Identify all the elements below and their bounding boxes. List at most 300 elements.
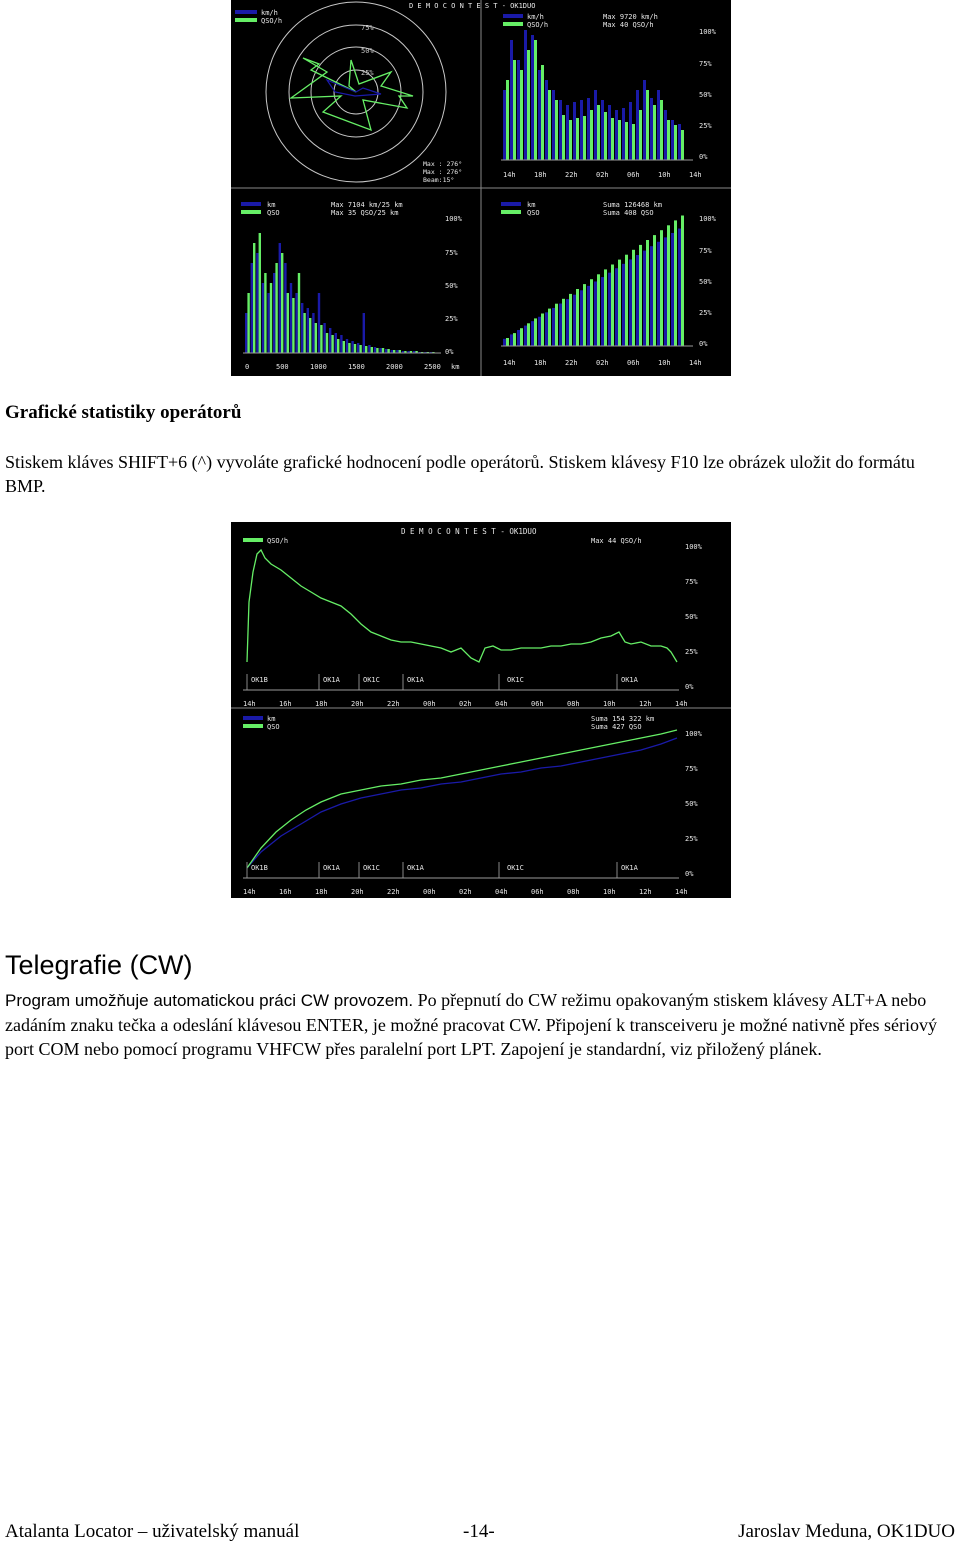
x-tick: 00h (423, 888, 436, 896)
x-tick: 20h (351, 888, 364, 896)
x-tick: km (451, 363, 460, 371)
section-title: Grafické statistiky operátorů (5, 402, 242, 423)
x-tick: 22h (387, 700, 400, 708)
bar-qso (527, 323, 530, 346)
figure-1-svg (231, 0, 731, 376)
bar-qso (604, 112, 607, 160)
y-tick: 100% (685, 730, 702, 738)
bar-qso (639, 110, 642, 160)
polar-readout-3: Beam:15° (423, 176, 455, 184)
bar-qso (646, 240, 649, 346)
bar-km (267, 293, 269, 353)
hourly-max-2: Max 40 QSO/h (603, 21, 654, 29)
bar-km (245, 313, 247, 353)
x-tick: 14h (243, 700, 256, 708)
bar-qso (506, 80, 509, 160)
x-tick: 10h (658, 171, 671, 179)
polar-legend-1: km/h (261, 9, 278, 17)
operator-label: OK1A (323, 864, 340, 872)
bar-qso (583, 116, 586, 160)
distance-max-1: Max 7104 km/25 km (331, 201, 403, 209)
x-tick: 02h (596, 359, 609, 367)
y-tick: 50% (445, 282, 458, 290)
distance-y-ticks (445, 215, 463, 356)
bar-qso (548, 309, 551, 346)
x-tick: 22h (565, 359, 578, 367)
y-tick: 50% (699, 91, 712, 99)
bar-km (664, 110, 667, 160)
bar-qso (597, 274, 600, 346)
bar-km (503, 339, 506, 346)
bar-qso (527, 50, 530, 160)
x-tick: 18h (534, 359, 547, 367)
bar-qso (275, 263, 277, 353)
bar-km (538, 70, 541, 160)
bar-km (636, 255, 639, 346)
x-tick: 22h (565, 171, 578, 179)
hourly-bars (503, 30, 684, 160)
y-tick: 50% (685, 613, 698, 621)
y-tick: 75% (685, 765, 698, 773)
bar-qso (365, 346, 367, 353)
bar-qso (541, 314, 544, 347)
y-tick: 0% (685, 683, 694, 691)
bar-qso (618, 260, 621, 346)
bar-qso (569, 120, 572, 160)
bar-km (351, 341, 353, 353)
footer-left: Atalanta Locator – uživatelský manuál (5, 1521, 300, 1542)
bar-qso (303, 313, 305, 353)
bar-qso (681, 216, 684, 347)
bar-km (510, 40, 513, 160)
bar-km (538, 317, 541, 346)
rate-line (247, 550, 677, 662)
bar-qso (520, 70, 523, 160)
bar-qso (292, 298, 294, 353)
cumulative-legend-2: QSO (527, 209, 540, 217)
bar-km (587, 98, 590, 160)
cumulative-y-ticks (699, 215, 717, 348)
operator-label: OK1B (251, 676, 268, 684)
bar-km (608, 273, 611, 346)
x-tick: 1500 (348, 363, 365, 371)
footer-right: Jaroslav Meduna, OK1DUO (738, 1521, 955, 1542)
bar-qso (611, 118, 614, 160)
bar-qso (541, 65, 544, 160)
cumulative-max-1: Suma 126468 km (603, 201, 663, 209)
bar-km (573, 295, 576, 346)
bar-qso (331, 335, 333, 353)
x-tick: 16h (279, 700, 292, 708)
y-tick: 25% (445, 315, 458, 323)
bar-km (552, 308, 555, 346)
bar-km (678, 229, 681, 346)
bar-qso (382, 348, 384, 353)
legend-swatch-qso (235, 18, 257, 22)
operator-label: OK1C (363, 676, 380, 684)
bar-qso (298, 273, 300, 353)
bar-km (329, 328, 331, 353)
totals-y-ticks (685, 730, 703, 878)
bar-km (566, 105, 569, 160)
bar-km (385, 349, 387, 353)
x-tick: 04h (495, 700, 508, 708)
rate-x-ticks (243, 700, 688, 708)
rate-operator-labels (251, 676, 639, 684)
bar-qso (660, 100, 663, 160)
bar-km (601, 100, 604, 160)
x-tick: 14h (503, 359, 516, 367)
bar-qso (604, 269, 607, 346)
y-tick: 0% (699, 340, 708, 348)
operator-label: OK1C (507, 864, 524, 872)
bar-km (307, 308, 309, 353)
bar-qso (259, 233, 261, 353)
legend-swatch-qso3 (501, 210, 521, 214)
bar-qso (247, 293, 249, 353)
totals-max-2: Suma 427 QSO (591, 723, 642, 731)
legend-swatch-km (235, 10, 257, 14)
bar-qso (667, 120, 670, 160)
bar-qso (359, 345, 361, 353)
x-tick: 00h (423, 700, 436, 708)
bar-qso (253, 243, 255, 353)
x-tick: 2000 (386, 363, 403, 371)
bar-qso (387, 349, 389, 353)
distance-legend-2: QSO (267, 209, 280, 217)
bar-km (657, 90, 660, 160)
bar-qso (343, 341, 345, 353)
bar-qso (309, 318, 311, 353)
bar-qso (569, 294, 572, 346)
bar-km (357, 343, 359, 353)
rate-max: Max 44 QSO/h (591, 537, 642, 545)
bar-km (664, 237, 667, 346)
y-tick: 25% (685, 648, 698, 656)
x-tick: 18h (315, 700, 328, 708)
totals-km-line (247, 738, 677, 868)
operator-label: OK1A (621, 864, 638, 872)
x-tick: 14h (689, 359, 702, 367)
bar-km (629, 102, 632, 160)
bar-qso (667, 225, 670, 346)
distance-x-ticks (245, 363, 459, 371)
bar-km (566, 299, 569, 346)
bar-km (524, 30, 527, 160)
cw-paragraph (5, 988, 957, 1061)
rate-y-ticks (685, 543, 703, 691)
operator-label: OK1A (621, 676, 638, 684)
totals-legend-1: km (267, 715, 276, 723)
bar-qso (646, 90, 649, 160)
bar-qso (681, 130, 684, 160)
polar-readout-1: Max : 276° (423, 160, 463, 168)
operator-label: OK1A (407, 676, 424, 684)
y-tick: 100% (685, 543, 702, 551)
y-tick: 100% (699, 215, 716, 223)
x-tick: 14h (243, 888, 256, 896)
x-tick: 12h (639, 700, 652, 708)
legend-swatch-km2 (241, 202, 261, 206)
bar-km (545, 80, 548, 160)
bar-km (510, 334, 513, 346)
x-tick: 0 (245, 363, 250, 371)
x-tick: 10h (603, 700, 616, 708)
bar-km (580, 100, 583, 160)
bar-km (256, 253, 258, 353)
bar-km (643, 251, 646, 346)
bar-km (608, 105, 611, 160)
bar-km (622, 264, 625, 346)
cumulative-legend-1: km (527, 201, 536, 209)
bar-km (340, 335, 342, 353)
bar-qso (674, 220, 677, 346)
x-tick: 06h (531, 700, 544, 708)
bar-qso (376, 348, 378, 353)
bar-km (517, 60, 520, 160)
bar-km (335, 333, 337, 353)
cw-body: Po přepnutí do CW režimu opakovaným stiskem klávesy ALT+A nebo zadáním znaku tečka a odeslání klávesou ENTER, je možné pracovat CW. Připojení k transceiveru je možné nativně přes sériový port COM nebo pomocí programu VHFCW přes paralelní port LPT. Zapojení je standardní, viz přiložený plánek. (5, 990, 938, 1059)
bar-km (295, 293, 297, 353)
bar-qso (674, 125, 677, 160)
bar-qso (270, 283, 272, 353)
bar-km (643, 80, 646, 160)
bar-km (594, 281, 597, 346)
y-tick: 50% (685, 800, 698, 808)
y-tick: 25% (699, 309, 712, 317)
x-tick: 04h (495, 888, 508, 896)
bar-qso (583, 284, 586, 346)
ring-label-50: 50% (361, 47, 374, 55)
bar-km (517, 330, 520, 346)
bar-qso (354, 344, 356, 353)
totals-legend-2: QSO (267, 723, 280, 731)
operator-stats-figure-2 (231, 522, 731, 898)
x-tick: 14h (675, 888, 688, 896)
footer-page-number: -14- (463, 1521, 495, 1542)
bar-qso (632, 124, 635, 160)
y-tick: 0% (685, 870, 694, 878)
bar-qso (625, 122, 628, 160)
bar-qso (264, 273, 266, 353)
operator-label: OK1C (363, 864, 380, 872)
bar-qso (555, 100, 558, 160)
bar-km (318, 293, 320, 353)
cumulative-bars (503, 216, 684, 347)
legend-swatch-qsoh (503, 22, 523, 26)
bar-km (503, 90, 506, 160)
bar-km (587, 286, 590, 346)
x-tick: 12h (639, 888, 652, 896)
bar-km (531, 321, 534, 346)
bar-km (671, 233, 674, 346)
bar-km (594, 90, 597, 160)
y-tick: 25% (699, 122, 712, 130)
bar-qso (576, 118, 579, 160)
bar-km (262, 283, 264, 353)
legend-swatch-kmh (503, 14, 523, 18)
bar-km (650, 98, 653, 160)
cumulative-x-ticks (503, 359, 702, 367)
ring-label-25: 25% (361, 69, 374, 77)
bar-km (290, 283, 292, 353)
hourly-x-ticks (503, 171, 702, 179)
totals-max-1: Suma 154 322 km (591, 715, 655, 723)
distance-legend-1: km (267, 201, 276, 209)
bar-qso (520, 328, 523, 346)
bar-km (559, 304, 562, 346)
bar-qso (590, 110, 593, 160)
totals-qso-line (247, 730, 677, 868)
bar-qso (337, 339, 339, 353)
bar-qso (639, 245, 642, 346)
bar-qso (326, 333, 328, 353)
distance-max-2: Max 35 QSO/25 km (331, 209, 399, 217)
bar-km (363, 313, 365, 353)
bar-qso (506, 338, 509, 346)
rate-legend: QSO/h (267, 537, 289, 545)
x-tick: 08h (567, 888, 580, 896)
bar-km (559, 100, 562, 160)
bar-km (524, 326, 527, 346)
legend-swatch-totals-qso (243, 724, 263, 728)
ring-label-75: 75% (361, 24, 374, 32)
operator-stats-figure-1 (231, 0, 731, 376)
bar-km (573, 102, 576, 160)
bar-qso (660, 230, 663, 346)
y-tick: 75% (685, 578, 698, 586)
bar-km (312, 313, 314, 353)
operator-label: OK1A (407, 864, 424, 872)
hourly-y-ticks (699, 28, 717, 161)
x-tick: 08h (567, 700, 580, 708)
bar-qso (562, 299, 565, 346)
bar-qso (653, 235, 656, 346)
bar-km (622, 108, 625, 160)
operator-label: OK1A (323, 676, 340, 684)
bar-qso (625, 255, 628, 346)
bar-qso (597, 105, 600, 160)
bar-km (251, 263, 253, 353)
legend-swatch-qso2 (241, 210, 261, 214)
y-tick: 75% (699, 60, 712, 68)
bar-qso (576, 289, 579, 346)
section-paragraph: Stiskem kláves SHIFT+6 (^) vyvoláte grafické hodnocení podle operátorů. Stiskem klávesy F10 lze obrázek uložit do formátu BMP. (5, 452, 915, 496)
bar-km (374, 347, 376, 353)
operator-label: OK1C (507, 676, 524, 684)
bar-km (368, 345, 370, 353)
fig2-title: D E M O C O N T E S T - OK1DUO (401, 527, 537, 536)
bar-km (678, 124, 681, 160)
x-tick: 14h (503, 171, 516, 179)
legend-swatch-rate (243, 538, 263, 542)
figure-2-svg (231, 522, 731, 898)
y-tick: 0% (699, 153, 708, 161)
bar-qso (555, 304, 558, 346)
totals-x-ticks (243, 888, 688, 896)
bar-qso (371, 347, 373, 353)
totals-operator-markers (247, 862, 617, 878)
x-tick: 06h (531, 888, 544, 896)
bar-km (531, 35, 534, 160)
bar-km (615, 110, 618, 160)
bar-qso (348, 343, 350, 353)
x-tick: 18h (534, 171, 547, 179)
hourly-max-1: Max 9720 km/h (603, 13, 658, 21)
bar-qso (281, 253, 283, 353)
bar-km (323, 323, 325, 353)
bar-qso (320, 325, 322, 353)
cumulative-max-2: Suma 408 QSO (603, 209, 654, 217)
rate-operator-markers (247, 674, 617, 690)
bar-qso (590, 279, 593, 346)
legend-swatch-km3 (501, 202, 521, 206)
x-tick: 02h (459, 700, 472, 708)
bar-km (552, 90, 555, 160)
bar-km (601, 277, 604, 346)
bar-qso (548, 90, 551, 160)
bar-qso (534, 318, 537, 346)
bar-qso (315, 323, 317, 353)
bar-km (346, 339, 348, 353)
bar-km (301, 303, 303, 353)
totals-operator-labels (251, 864, 639, 872)
bar-qso (534, 40, 537, 160)
x-tick: 02h (596, 171, 609, 179)
x-tick: 10h (603, 888, 616, 896)
y-tick: 50% (699, 278, 712, 286)
x-tick: 14h (689, 171, 702, 179)
y-tick: 100% (445, 215, 462, 223)
cw-intro: Program umožňuje automatickou práci CW provozem. (5, 991, 414, 1010)
bar-qso (287, 293, 289, 353)
x-tick: 02h (459, 888, 472, 896)
bar-qso (632, 250, 635, 346)
polar-legend-2: QSO/h (261, 17, 283, 25)
distance-bars (245, 233, 435, 353)
bar-km (615, 268, 618, 346)
hourly-legend-1: km/h (527, 13, 544, 21)
y-tick: 100% (699, 28, 716, 36)
x-tick: 16h (279, 888, 292, 896)
bar-qso (513, 60, 516, 160)
hourly-legend-2: QSO/h (527, 21, 549, 29)
polar-title: D E M O C O N T E S T - OK1DUO (409, 2, 536, 10)
bar-km (629, 259, 632, 346)
y-tick: 0% (445, 348, 454, 356)
bar-km (279, 243, 281, 353)
y-tick: 75% (445, 249, 458, 257)
y-tick: 75% (699, 247, 712, 255)
y-tick: 25% (685, 835, 698, 843)
x-tick: 22h (387, 888, 400, 896)
legend-swatch-totals-km (243, 716, 263, 720)
bar-qso (618, 120, 621, 160)
bar-qso (562, 115, 565, 160)
bar-km (657, 242, 660, 346)
bar-qso (653, 105, 656, 160)
x-tick: 500 (276, 363, 289, 371)
cw-heading: Telegrafie (CW) (5, 950, 193, 980)
bar-km (379, 348, 381, 353)
x-tick: 06h (627, 171, 640, 179)
x-tick: 10h (658, 359, 671, 367)
bar-km (273, 273, 275, 353)
bar-km (545, 312, 548, 346)
operator-label: OK1B (251, 864, 268, 872)
x-tick: 18h (315, 888, 328, 896)
x-tick: 14h (675, 700, 688, 708)
